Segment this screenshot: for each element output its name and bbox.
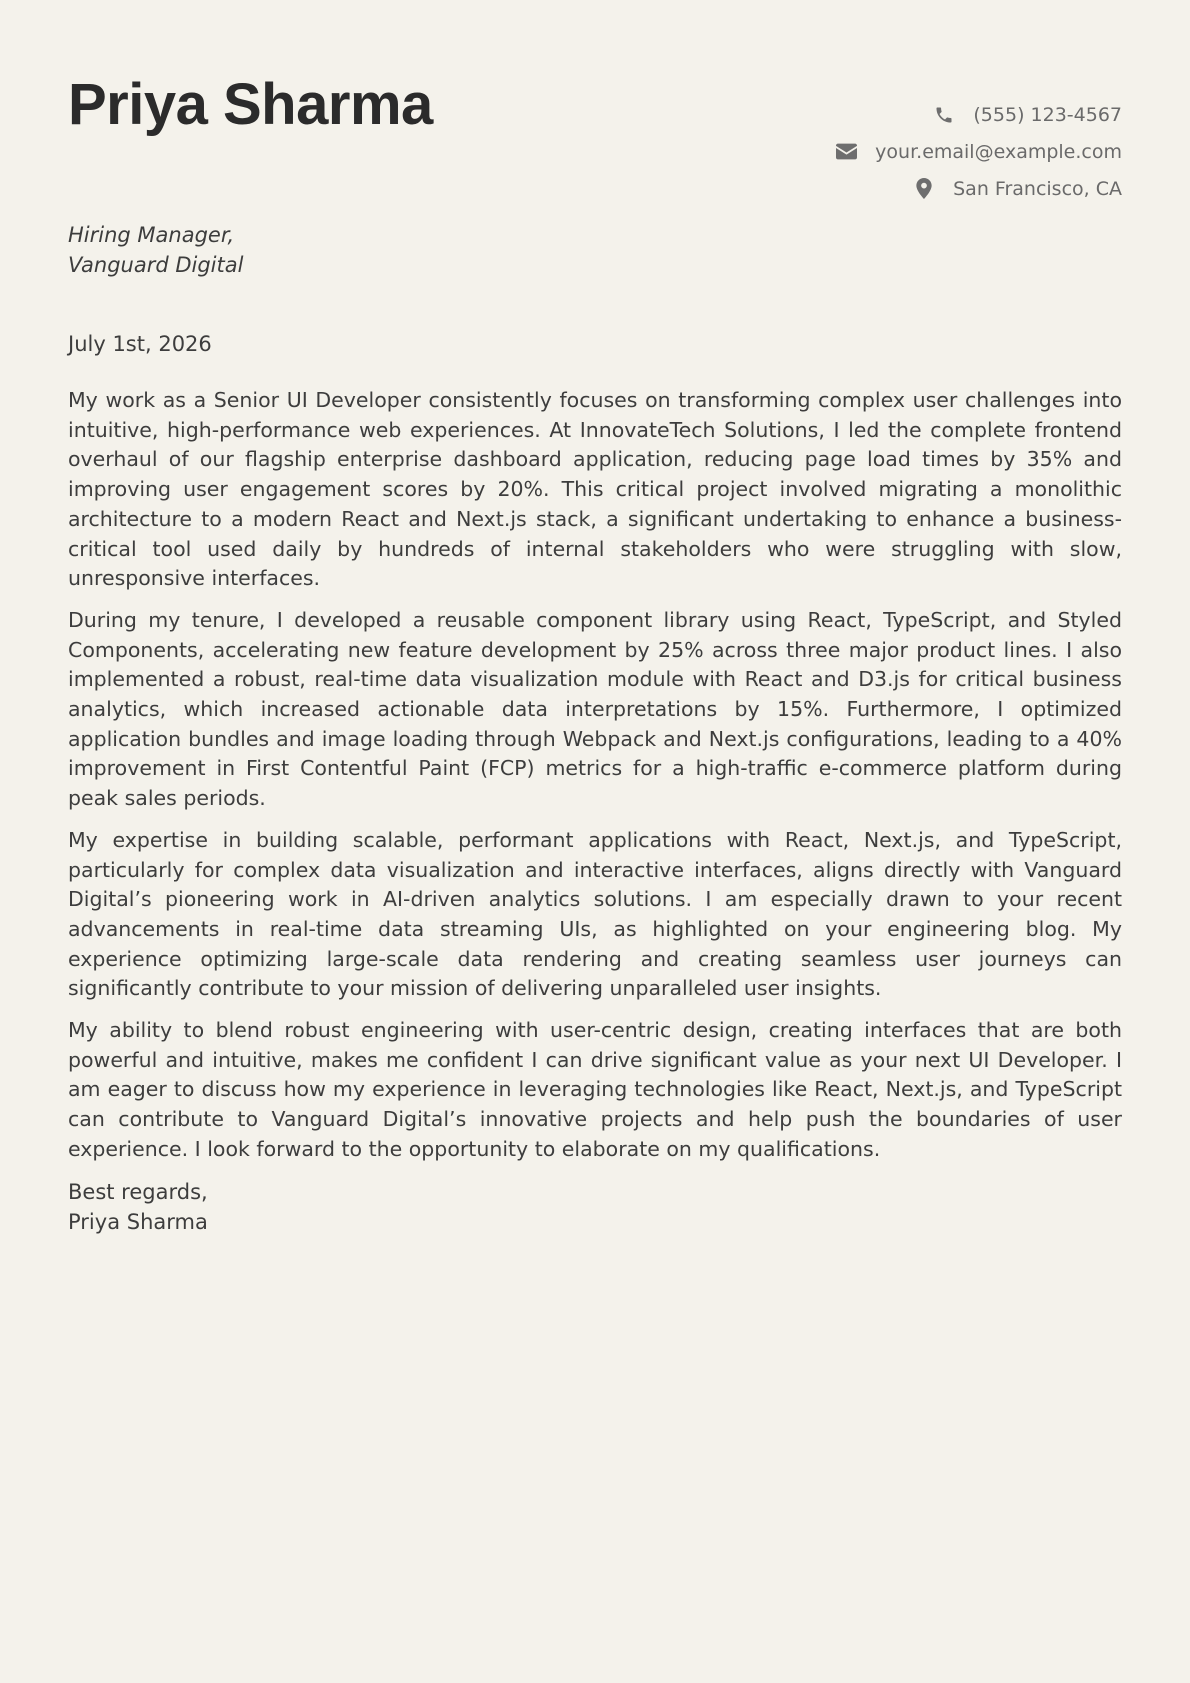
closing-salutation: Best regards, (68, 1179, 208, 1204)
map-pin-icon (913, 178, 935, 200)
body-paragraph: My work as a Senior UI Developer consistently focuses on transforming complex user challenges into intuitive, high-performance web experiences. At InnovateTech Solutions, I led the complete frontend overhaul of our flagship enterprise dashboard application, reducing page load times by 35% and improving user engagement scores by 20%. This critical project involved migrating a monolithic architecture to a modern React and Next.js stack, a significant undertaking to enhance a business-critical tool used daily by hundreds of internal stakeholders who were struggling with slow, unresponsive interfaces. (68, 388, 1122, 591)
contact-email (835, 133, 1122, 170)
letter-closing (68, 1177, 1122, 1237)
phone-icon (933, 104, 955, 126)
email-text: your.email@example.com (875, 140, 1122, 163)
contact-location (835, 170, 1122, 207)
body-paragraph: My expertise in building scalable, performant applications with React, Next.js, and TypeScript, particularly for complex data visualization and interactive interfaces, aligns directly with Vanguard Digital’s pioneering work in AI-driven analytics solutions. I am especially drawn to your recent advancements in real-time data streaming UIs, as highlighted on your engineering blog. My experience optimizing large-scale data rendering and creating seamless user journeys can significantly contribute to your mission of delivering unparalleled user insights. (68, 827, 1122, 1001)
recipient-line-1: Hiring Manager, (68, 223, 235, 247)
body-paragraph: My ability to blend robust engineering with user-centric design, creating interfaces that are both powerful and intuitive, makes me confident I can drive significant value as your next UI Developer. I am eager to discuss how my experience in leveraging technologies like React, Next.js, and TypeScript can contribute to Vanguard Digital’s innovative projects and help push the boundaries of user experience. I look forward to the opportunity to elaborate on my qualifications. (68, 1018, 1122, 1161)
recipient-line-2: Vanguard Digital (68, 253, 244, 277)
recipient-block (68, 220, 1122, 280)
letter-header (68, 0, 1122, 200)
sender-name: Priya Sharma (68, 72, 433, 137)
closing-signature: Priya Sharma (68, 1209, 208, 1234)
contact-phone (835, 96, 1122, 133)
letter-body (68, 386, 1122, 1165)
letter-date: July 1st, 2026 (68, 332, 212, 356)
phone-text: (555) 123-4567 (973, 103, 1122, 126)
envelope-icon (835, 141, 857, 163)
contact-info (835, 96, 1122, 207)
body-paragraph: During my tenure, I developed a reusable component library using React, TypeScript, and Styled Components, accelerating new feature development by 25% across three major product lines. I also implemented a robust, real-time data visualization module with React and D3.js for critical business analytics, which increased actionable data interpretations by 15%. Furthermore, I optimized application bundles and image loading through Webpack and Next.js configurations, leading to a 40% improvement in First Contentful Paint (FCP) metrics for a high-traffic e-commerce platform during peak sales periods. (68, 607, 1122, 811)
location-text: San Francisco, CA (953, 177, 1122, 200)
